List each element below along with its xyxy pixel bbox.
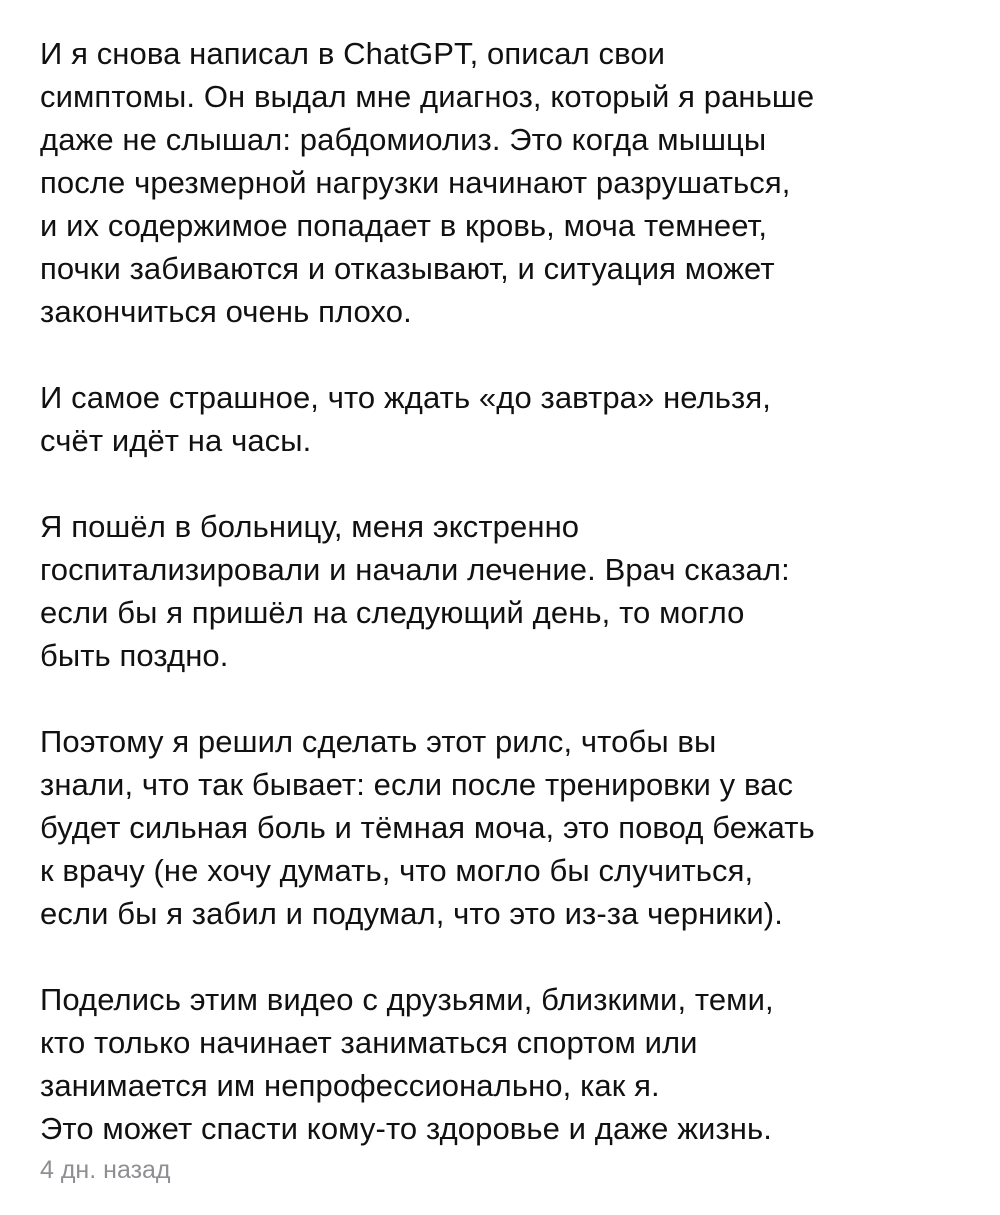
- caption-line: почки забиваются и отказывают, и ситуация может: [40, 251, 775, 286]
- caption-paragraph: [40, 505, 970, 677]
- post-caption: [40, 32, 970, 1150]
- caption-line: Я пошёл в больницу, меня экстренно: [40, 509, 580, 544]
- caption-line: после чрезмерной нагрузки начинают разрушаться,: [40, 165, 791, 200]
- caption-line: будет сильная боль и тёмная моча, это повод бежать: [40, 810, 815, 845]
- caption-line: симптомы. Он выдал мне диагноз, который я раньше: [40, 79, 815, 114]
- caption-paragraph: [40, 720, 970, 935]
- caption-line: И я снова написал в ChatGPT, описал свои: [40, 36, 666, 71]
- caption-line: кто только начинает заниматься спортом или: [40, 1025, 698, 1060]
- caption-line: Это может спасти кому-то здоровье и даже жизнь.: [40, 1111, 772, 1146]
- caption-line: Поэтому я решил сделать этот рилс, чтобы вы: [40, 724, 717, 759]
- caption-line: к врачу (не хочу думать, что могло бы случиться,: [40, 853, 754, 888]
- caption-line: быть поздно.: [40, 638, 229, 673]
- caption-paragraph: [40, 32, 970, 333]
- caption-paragraph: [40, 978, 970, 1150]
- caption-line: даже не слышал: рабдомиолиз. Это когда мышцы: [40, 122, 767, 157]
- caption-paragraph: [40, 376, 970, 462]
- caption-line: Поделись этим видео с друзьями, близкими, теми,: [40, 982, 774, 1017]
- caption-line: знали, что так бывает: если после тренировки у вас: [40, 767, 794, 802]
- caption-line: госпитализировали и начали лечение. Врач сказал:: [40, 552, 790, 587]
- caption-line: счёт идёт на часы.: [40, 423, 312, 458]
- caption-line: если бы я забил и подумал, что это из-за черники).: [40, 896, 783, 931]
- caption-line: закончиться очень плохо.: [40, 294, 412, 329]
- caption-line: и их содержимое попадает в кровь, моча темнеет,: [40, 208, 768, 243]
- caption-line: И самое страшное, что ждать «до завтра» нельзя,: [40, 380, 771, 415]
- post-timestamp[interactable]: 4 дн. назад: [40, 1156, 171, 1184]
- caption-line: занимается им непрофессионально, как я.: [40, 1068, 660, 1103]
- caption-line: если бы я пришёл на следующий день, то могло: [40, 595, 745, 630]
